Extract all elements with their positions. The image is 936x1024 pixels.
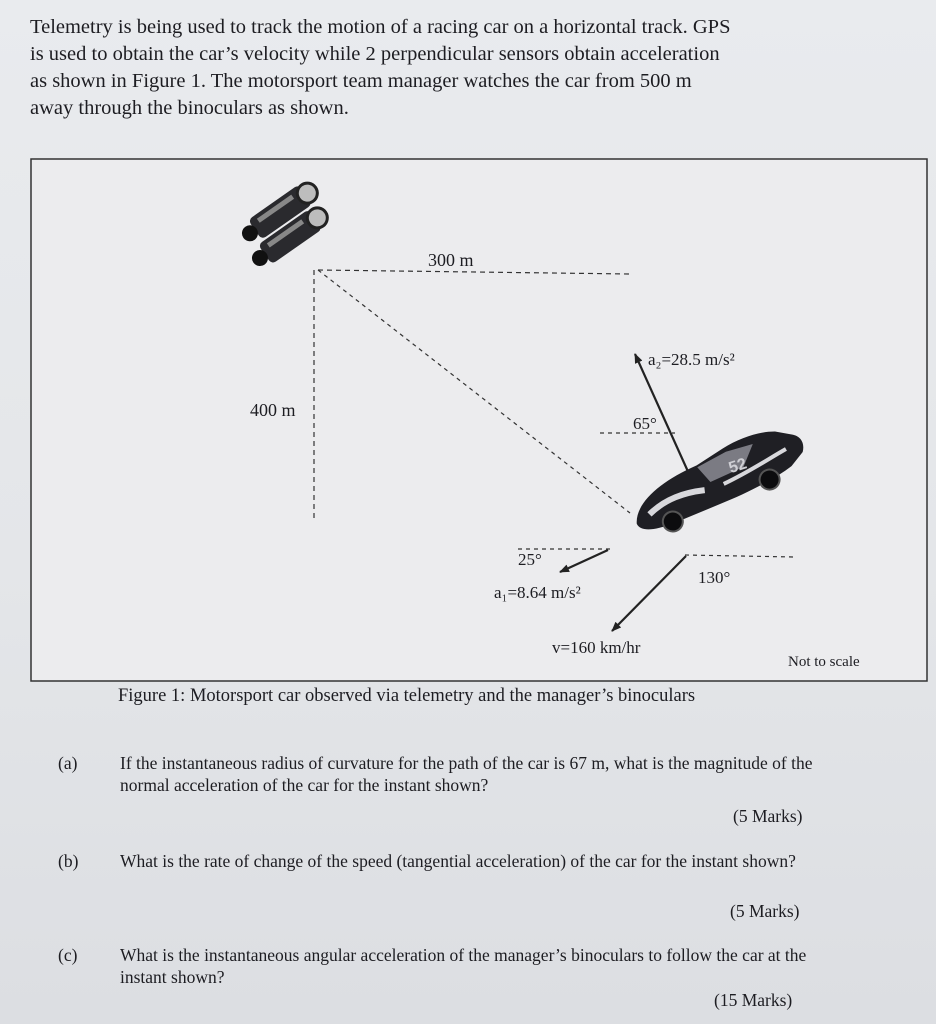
question-b-text: What is the rate of change of the speed (tangential acceleration) of the car for the instant shown? — [120, 851, 796, 871]
question-c-label: (c) — [58, 945, 78, 965]
car-number: 52 — [726, 455, 749, 478]
angle-25-label: 25° — [518, 550, 542, 569]
not-to-scale-label: Not to scale — [788, 654, 860, 670]
intro-line-2: is used to obtain the car’s velocity while 2 perpendicular sensors obtain acceleration — [30, 43, 720, 65]
question-a-text: If the instantaneous radius of curvature for the path of the car is 67 m, what is the magnitude of the normal acceleration of the car for the instant shown? — [120, 753, 813, 795]
intro-line-1: Telemetry is being used to track the motion of a racing car on a horizontal track. GPS — [30, 16, 731, 38]
angle-130-label: 130° — [698, 568, 731, 587]
vertical-distance-label: 400 m — [250, 400, 296, 420]
problem-statement — [30, 14, 880, 122]
question-a-marks: (5 Marks) — [733, 806, 803, 826]
intro-line-4: away through the binoculars as shown. — [30, 97, 349, 119]
question-c — [58, 944, 878, 1014]
figure-caption: Figure 1: Motorsport car observed via telemetry and the manager’s binoculars — [118, 686, 696, 706]
figure-frame — [31, 159, 927, 681]
velocity-label: v=160 km/hr — [552, 638, 641, 657]
question-b-marks: (5 Marks) — [730, 901, 800, 921]
question-b-label: (b) — [58, 851, 79, 871]
question-c-text: What is the instantaneous angular acceleration of the manager’s binoculars to follow the car at the instant shown? — [120, 945, 807, 987]
question-b — [58, 850, 878, 920]
question-a-label: (a) — [58, 753, 78, 773]
horizontal-distance-label: 300 m — [428, 250, 474, 270]
figure-1 — [30, 158, 930, 683]
question-c-marks: (15 Marks) — [714, 990, 793, 1010]
a2-label: a₂=28.5 m/s² — [648, 350, 735, 369]
a1-label: a₁=8.64 m/s² — [494, 583, 581, 602]
angle-65-label: 65° — [633, 414, 657, 433]
intro-line-3: as shown in Figure 1. The motorsport team manager watches the car from 500 m — [30, 70, 692, 92]
question-a — [58, 752, 878, 832]
